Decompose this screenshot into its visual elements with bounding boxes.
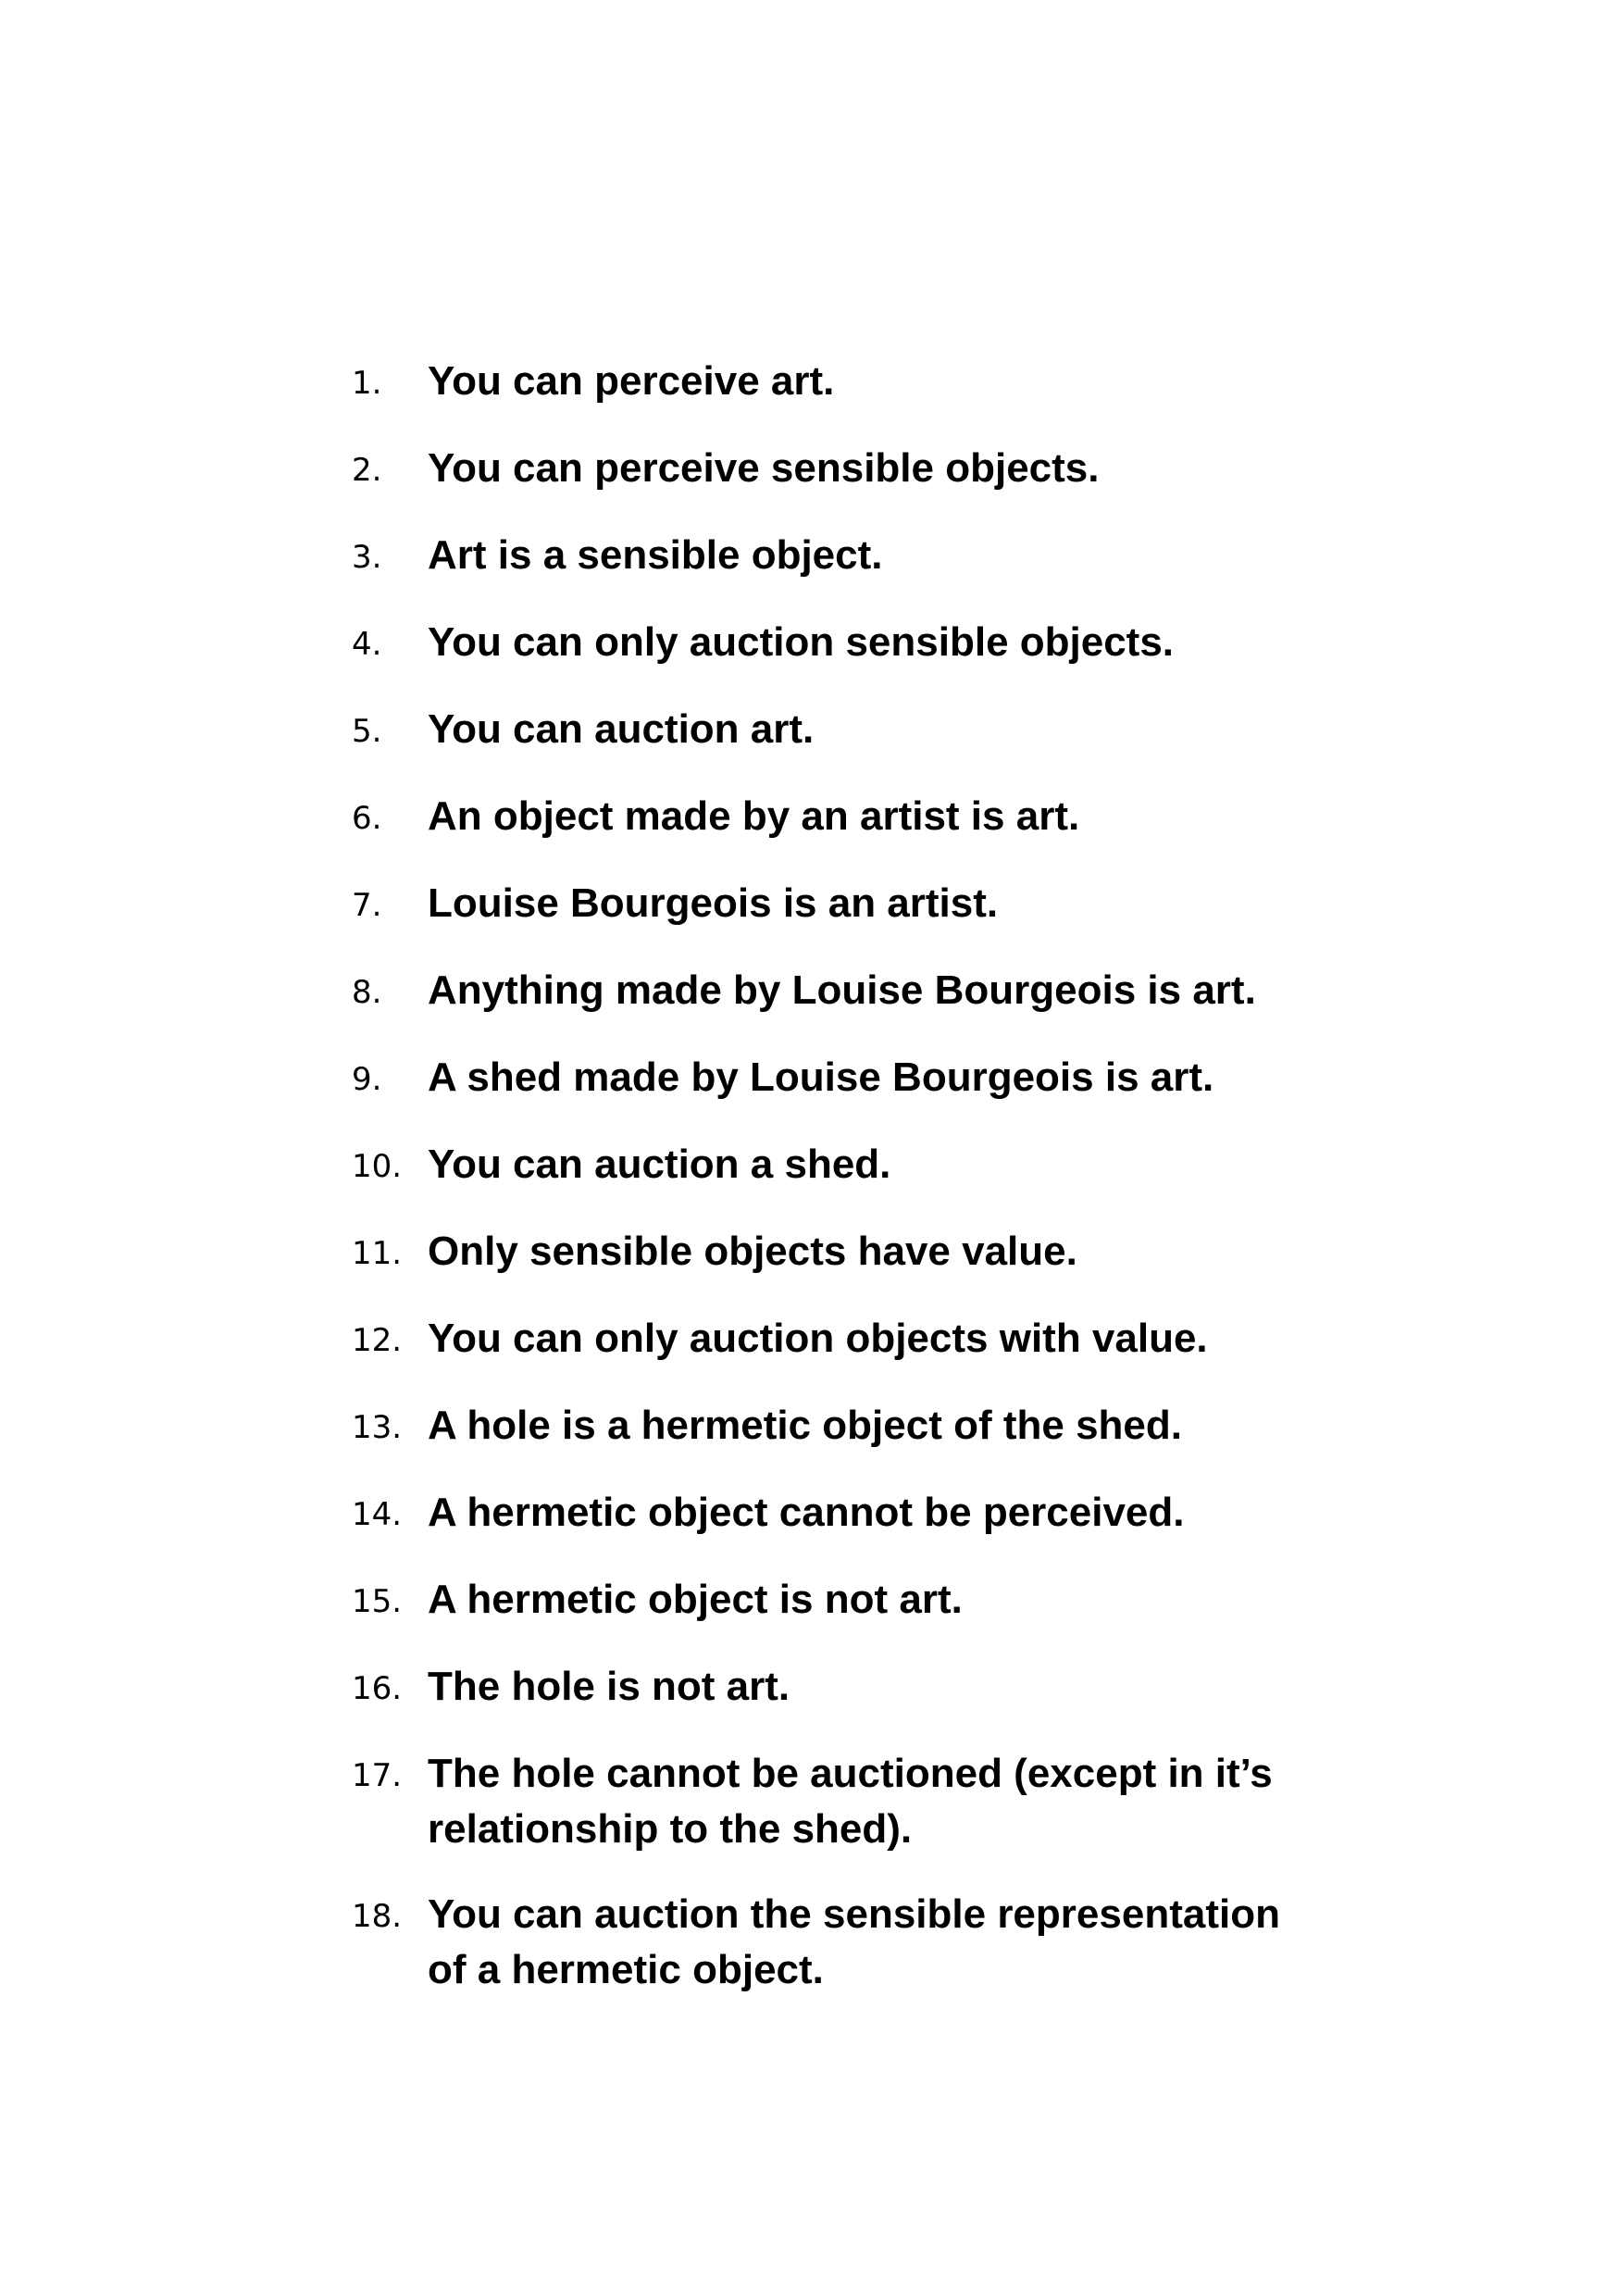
list-item bbox=[352, 1659, 1314, 1716]
list-item-text: The hole is not art. bbox=[428, 1664, 790, 1709]
list-item-number: 18. bbox=[352, 1898, 403, 1935]
list-item bbox=[352, 528, 1314, 585]
list-item-text: You can perceive sensible objects. bbox=[428, 445, 1100, 491]
list-item bbox=[352, 615, 1314, 672]
list-item-number: 15. bbox=[352, 1583, 403, 1620]
list-item-text: A shed made by Louise Bourgeois is art. bbox=[428, 1054, 1214, 1100]
list-item-text: Louise Bourgeois is an artist. bbox=[428, 880, 999, 926]
list-item-number: 11. bbox=[352, 1235, 403, 1272]
list-item bbox=[352, 1887, 1314, 1998]
list-item-text: You can only auction sensible objects. bbox=[428, 619, 1175, 665]
list-item-text: Anything made by Louise Bourgeois is art. bbox=[428, 967, 1256, 1013]
list-item-text: You can auction a shed. bbox=[428, 1142, 891, 1187]
list-item-number: 10. bbox=[352, 1148, 403, 1185]
list-item bbox=[352, 702, 1314, 759]
list-item-text: A hermetic object is not art. bbox=[428, 1577, 963, 1622]
list-item-number: 4. bbox=[352, 626, 382, 663]
list-item-number: 7. bbox=[352, 887, 382, 924]
list-item-text: Only sensible objects have value. bbox=[428, 1229, 1077, 1274]
list-item-text: The hole cannot be auctioned (except in it’s relationship to the shed). bbox=[428, 1751, 1273, 1852]
list-item-text: You can auction the sensible representation of a hermetic object. bbox=[428, 1891, 1280, 1992]
list-item-number: 3. bbox=[352, 539, 382, 576]
list-item-text: An object made by an artist is art. bbox=[428, 793, 1080, 839]
list-item-number: 5. bbox=[352, 713, 382, 750]
list-item-text: Art is a sensible object. bbox=[428, 532, 883, 578]
list-item bbox=[352, 1311, 1314, 1368]
list-item bbox=[352, 1050, 1314, 1107]
list-item bbox=[352, 1398, 1314, 1455]
list-item-number: 17. bbox=[352, 1757, 403, 1794]
list-item-number: 1. bbox=[352, 365, 382, 402]
list-item-text: You can only auction objects with value. bbox=[428, 1316, 1208, 1361]
list-item-number: 12. bbox=[352, 1322, 403, 1359]
list-item-number: 16. bbox=[352, 1670, 403, 1707]
list-item bbox=[352, 1137, 1314, 1194]
list-item-number: 14. bbox=[352, 1496, 403, 1533]
list-item bbox=[352, 963, 1314, 1020]
list-item-text: A hermetic object cannot be perceived. bbox=[428, 1490, 1185, 1535]
list-item bbox=[352, 441, 1314, 498]
list-item-number: 8. bbox=[352, 974, 382, 1011]
list-item-text: You can auction art. bbox=[428, 706, 815, 752]
list-item-number: 6. bbox=[352, 800, 382, 837]
list-item bbox=[352, 876, 1314, 933]
list-item bbox=[352, 354, 1314, 411]
numbered-statement-list bbox=[352, 354, 1314, 2028]
list-item-text: You can perceive art. bbox=[428, 358, 835, 404]
list-item-text: A hole is a hermetic object of the shed. bbox=[428, 1403, 1182, 1448]
list-item-number: 2. bbox=[352, 452, 382, 489]
list-item bbox=[352, 1224, 1314, 1281]
list-item bbox=[352, 1485, 1314, 1542]
list-item bbox=[352, 1746, 1314, 1857]
list-item bbox=[352, 789, 1314, 846]
list-item-number: 13. bbox=[352, 1409, 403, 1446]
list-item-number: 9. bbox=[352, 1061, 382, 1098]
list-item bbox=[352, 1572, 1314, 1629]
